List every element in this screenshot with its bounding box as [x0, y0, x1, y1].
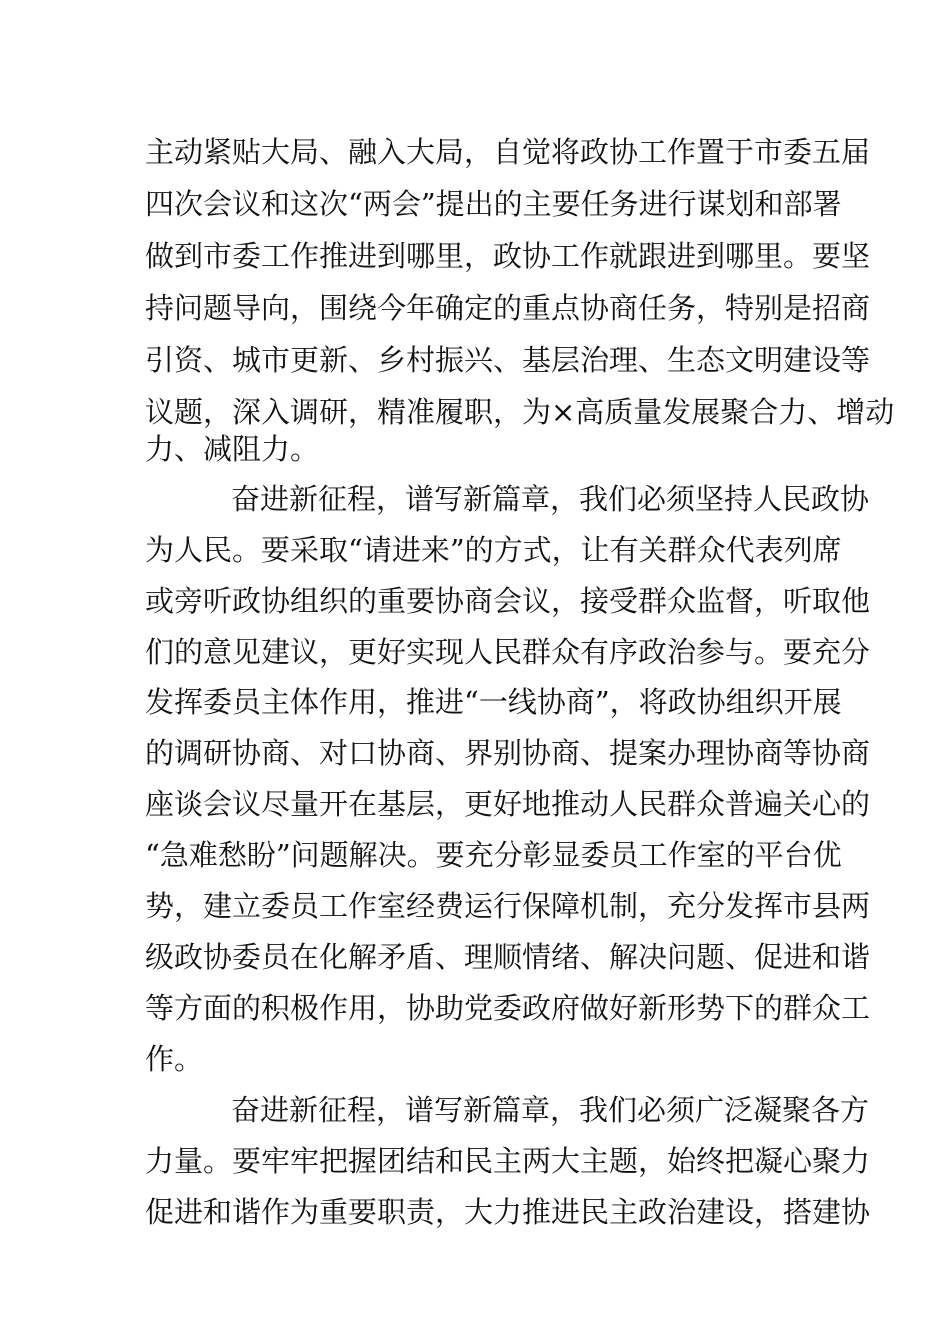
text-line-13: 的调研协商、对口协商、界别协商、提案办理协商等协商: [145, 736, 871, 770]
text-line-22: 促进和谐作为重要职责，大力推进民主政治建设，搭建协: [145, 1195, 871, 1229]
text-line-12: 发挥委员主体作用，推进“一线协商”，将政协组织开展: [145, 685, 842, 719]
text-line-1: 主动紧贴大局、融入大局，自觉将政协工作置于市委五届: [145, 135, 871, 169]
text-line-14: 座谈会议尽量开在基层，更好地推动人民群众普遍关心的: [145, 787, 871, 821]
text-line-7: 力、减阻力。: [145, 432, 320, 466]
text-line-17: 级政协委员在化解矛盾、理顺情绪、解决问题、促进和谐: [145, 940, 871, 974]
text-line-10: 或旁听政协组织的重要协商会议，接受群众监督，听取他: [145, 584, 871, 618]
text-line-2: 四次会议和这次“两会”提出的主要任务进行谋划和部署: [145, 187, 842, 221]
text-line-19: 作。: [145, 1042, 204, 1076]
text-line-5: 引资、城市更新、乡村振兴、基层治理、生态文明建设等: [145, 343, 871, 377]
text-line-6: 议题，深入调研，精准履职，为×高质量发展聚合力、增动: [145, 395, 895, 429]
text-line-21: 力量。要牢牢把握团结和民主两大主题，始终把凝心聚力: [145, 1144, 871, 1178]
text-line-9: 为人民。要采取“请进来”的方式，让有关群众代表列席: [145, 533, 842, 567]
text-line-11: 们的意见建议，更好实现人民群众有序政治参与。要充分: [145, 635, 871, 669]
text-line-4: 持问题导向，围绕今年确定的重点协商任务，特别是招商: [145, 291, 871, 325]
text-line-16: 势，建立委员工作室经费运行保障机制，充分发挥市县两: [145, 889, 871, 923]
paragraph-2-first-line: 奋进新征程，谱写新篇章，我们必须坚持人民政协: [231, 482, 870, 516]
text-line-18: 等方面的积极作用，协助党委政府做好新形势下的群众工: [145, 991, 871, 1025]
text-line-3: 做到市委工作推进到哪里，政协工作就跟进到哪里。要坚: [145, 239, 871, 273]
paragraph-3-first-line: 奋进新征程，谱写新篇章，我们必须广泛凝聚各方: [231, 1093, 870, 1127]
text-line-15: “急难愁盼”问题解决。要充分彰显委员工作室的平台优: [145, 838, 842, 872]
